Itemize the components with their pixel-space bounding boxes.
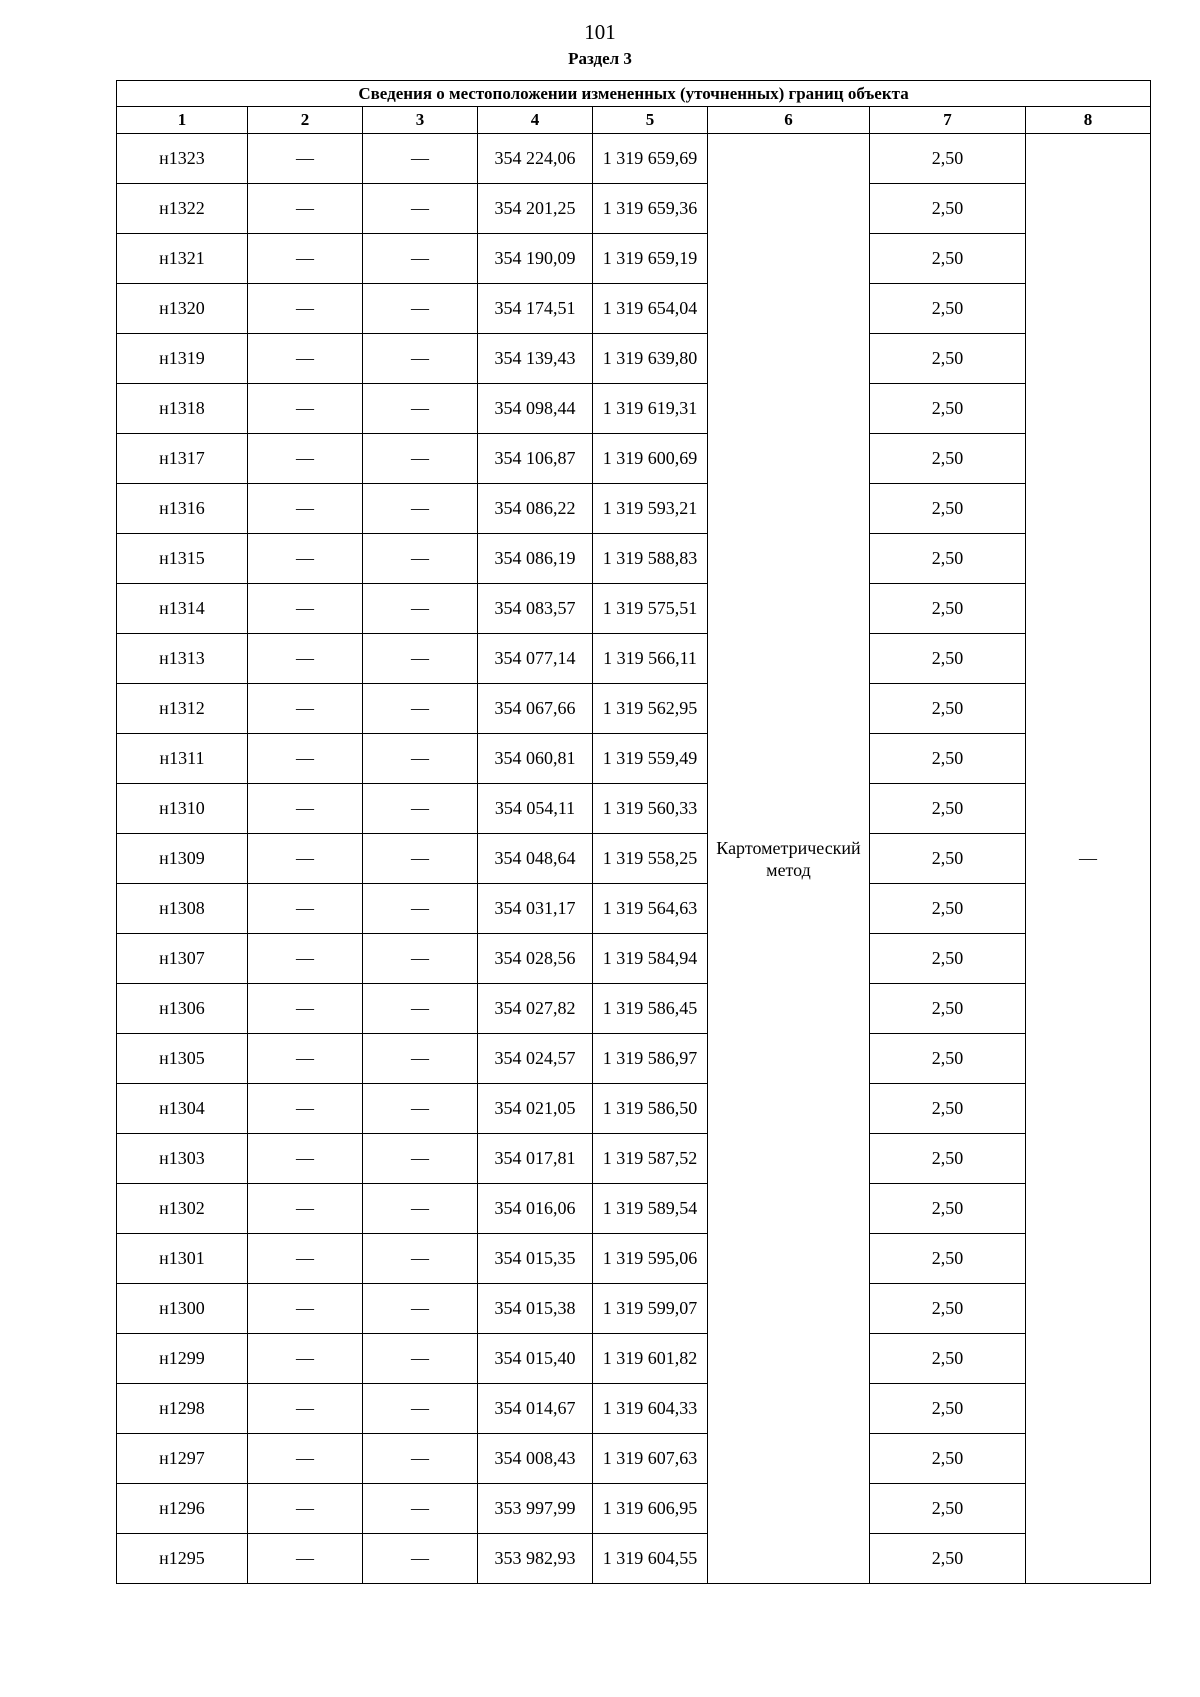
- point-name-cell: н1309: [117, 834, 248, 884]
- point-name-cell: н1303: [117, 1134, 248, 1184]
- y-coordinate-cell: 1 319 654,04: [593, 284, 708, 334]
- accuracy-cell: 2,50: [870, 1084, 1026, 1134]
- y-coordinate-cell: 1 319 659,69: [593, 134, 708, 184]
- column-2-cell: —: [248, 934, 363, 984]
- x-coordinate-cell: 354 017,81: [478, 1134, 593, 1184]
- column-3-cell: —: [363, 1484, 478, 1534]
- column-3-cell: —: [363, 584, 478, 634]
- x-coordinate-cell: 354 015,35: [478, 1234, 593, 1284]
- column-number: 3: [363, 107, 478, 134]
- column-3-cell: —: [363, 334, 478, 384]
- x-coordinate-cell: 354 028,56: [478, 934, 593, 984]
- column-number: 5: [593, 107, 708, 134]
- table-title: Сведения о местоположении измененных (уточненных) границ объекта: [117, 81, 1151, 107]
- accuracy-cell: 2,50: [870, 234, 1026, 284]
- column-2-cell: —: [248, 1234, 363, 1284]
- column-number: 6: [708, 107, 870, 134]
- accuracy-cell: 2,50: [870, 1234, 1026, 1284]
- y-coordinate-cell: 1 319 575,51: [593, 584, 708, 634]
- table-row: [117, 1084, 1151, 1134]
- column-3-cell: —: [363, 834, 478, 884]
- x-coordinate-cell: 354 031,17: [478, 884, 593, 934]
- point-name-cell: н1296: [117, 1484, 248, 1534]
- x-coordinate-cell: 354 201,25: [478, 184, 593, 234]
- column-2-cell: —: [248, 284, 363, 334]
- column-2-cell: —: [248, 884, 363, 934]
- point-name-cell: н1301: [117, 1234, 248, 1284]
- table-row: [117, 734, 1151, 784]
- column-2-cell: —: [248, 1184, 363, 1234]
- y-coordinate-cell: 1 319 604,33: [593, 1384, 708, 1434]
- accuracy-cell: 2,50: [870, 484, 1026, 534]
- point-name-cell: н1297: [117, 1434, 248, 1484]
- table-row: [117, 1334, 1151, 1384]
- table-row: [117, 1034, 1151, 1084]
- table-row: [117, 684, 1151, 734]
- column-number-row: [117, 107, 1151, 134]
- point-name-cell: н1317: [117, 434, 248, 484]
- point-name-cell: н1304: [117, 1084, 248, 1134]
- column-number: 8: [1026, 107, 1151, 134]
- accuracy-cell: 2,50: [870, 934, 1026, 984]
- column-3-cell: —: [363, 1384, 478, 1434]
- y-coordinate-cell: 1 319 584,94: [593, 934, 708, 984]
- y-coordinate-cell: 1 319 595,06: [593, 1234, 708, 1284]
- x-coordinate-cell: 354 014,67: [478, 1384, 593, 1434]
- column-2-cell: —: [248, 634, 363, 684]
- y-coordinate-cell: 1 319 593,21: [593, 484, 708, 534]
- column-2-cell: —: [248, 1034, 363, 1084]
- table-row: [117, 634, 1151, 684]
- accuracy-cell: 2,50: [870, 884, 1026, 934]
- point-name-cell: н1299: [117, 1334, 248, 1384]
- accuracy-cell: 2,50: [870, 684, 1026, 734]
- x-coordinate-cell: 354 098,44: [478, 384, 593, 434]
- accuracy-cell: 2,50: [870, 384, 1026, 434]
- column-3-cell: —: [363, 1134, 478, 1184]
- x-coordinate-cell: 354 054,11: [478, 784, 593, 834]
- column-2-cell: —: [248, 1134, 363, 1184]
- y-coordinate-cell: 1 319 560,33: [593, 784, 708, 834]
- column-3-cell: —: [363, 634, 478, 684]
- point-name-cell: н1308: [117, 884, 248, 934]
- column-number: 7: [870, 107, 1026, 134]
- accuracy-cell: 2,50: [870, 284, 1026, 334]
- column-3-cell: —: [363, 934, 478, 984]
- column-3-cell: —: [363, 184, 478, 234]
- x-coordinate-cell: 354 083,57: [478, 584, 593, 634]
- column-3-cell: —: [363, 484, 478, 534]
- column-2-cell: —: [248, 334, 363, 384]
- x-coordinate-cell: 354 015,40: [478, 1334, 593, 1384]
- y-coordinate-cell: 1 319 564,63: [593, 884, 708, 934]
- table-row: [117, 884, 1151, 934]
- column-3-cell: —: [363, 1284, 478, 1334]
- column-number: 2: [248, 107, 363, 134]
- x-coordinate-cell: 354 174,51: [478, 284, 593, 334]
- column-2-cell: —: [248, 434, 363, 484]
- x-coordinate-cell: 353 997,99: [478, 1484, 593, 1534]
- column-2-cell: —: [248, 1334, 363, 1384]
- column-2-cell: —: [248, 584, 363, 634]
- y-coordinate-cell: 1 319 601,82: [593, 1334, 708, 1384]
- y-coordinate-cell: 1 319 600,69: [593, 434, 708, 484]
- point-name-cell: н1321: [117, 234, 248, 284]
- point-name-cell: н1318: [117, 384, 248, 434]
- column-number: 4: [478, 107, 593, 134]
- accuracy-cell: 2,50: [870, 584, 1026, 634]
- column-2-cell: —: [248, 1484, 363, 1534]
- table-row: [117, 1534, 1151, 1584]
- column-3-cell: —: [363, 884, 478, 934]
- accuracy-cell: 2,50: [870, 1434, 1026, 1484]
- table-row: [117, 1434, 1151, 1484]
- point-name-cell: н1319: [117, 334, 248, 384]
- point-name-cell: н1322: [117, 184, 248, 234]
- table-row: [117, 284, 1151, 334]
- x-coordinate-cell: 354 139,43: [478, 334, 593, 384]
- section-title: Раздел 3: [568, 49, 632, 68]
- column-2-cell: —: [248, 784, 363, 834]
- accuracy-cell: 2,50: [870, 1484, 1026, 1534]
- column-2-cell: —: [248, 1434, 363, 1484]
- table-row: [117, 784, 1151, 834]
- column-3-cell: —: [363, 684, 478, 734]
- y-coordinate-cell: 1 319 586,45: [593, 984, 708, 1034]
- table-row: [117, 384, 1151, 434]
- y-coordinate-cell: 1 319 562,95: [593, 684, 708, 734]
- point-name-cell: н1298: [117, 1384, 248, 1434]
- table-row: [117, 334, 1151, 384]
- point-name-cell: н1310: [117, 784, 248, 834]
- column-2-cell: —: [248, 1384, 363, 1434]
- x-coordinate-cell: 354 086,22: [478, 484, 593, 534]
- y-coordinate-cell: 1 319 599,07: [593, 1284, 708, 1334]
- column-2-cell: —: [248, 1534, 363, 1584]
- accuracy-cell: 2,50: [870, 334, 1026, 384]
- column-2-cell: —: [248, 134, 363, 184]
- column-2-cell: —: [248, 684, 363, 734]
- x-coordinate-cell: 354 190,09: [478, 234, 593, 284]
- column-number: 1: [117, 107, 248, 134]
- x-coordinate-cell: 354 008,43: [478, 1434, 593, 1484]
- x-coordinate-cell: 354 048,64: [478, 834, 593, 884]
- boundary-coordinates-table: [116, 80, 1151, 1584]
- accuracy-cell: 2,50: [870, 534, 1026, 584]
- accuracy-cell: 2,50: [870, 1184, 1026, 1234]
- accuracy-cell: 2,50: [870, 184, 1026, 234]
- point-name-cell: н1320: [117, 284, 248, 334]
- y-coordinate-cell: 1 319 607,63: [593, 1434, 708, 1484]
- x-coordinate-cell: 353 982,93: [478, 1534, 593, 1584]
- x-coordinate-cell: 354 060,81: [478, 734, 593, 784]
- y-coordinate-cell: 1 319 659,19: [593, 234, 708, 284]
- column-3-cell: —: [363, 534, 478, 584]
- column-3-cell: —: [363, 734, 478, 784]
- column-3-cell: —: [363, 134, 478, 184]
- column-3-cell: —: [363, 984, 478, 1034]
- x-coordinate-cell: 354 086,19: [478, 534, 593, 584]
- column-2-cell: —: [248, 184, 363, 234]
- table-row: [117, 134, 1151, 184]
- table-row: [117, 1484, 1151, 1534]
- point-name-cell: н1315: [117, 534, 248, 584]
- table-row: [117, 534, 1151, 584]
- table-row: [117, 834, 1151, 884]
- x-coordinate-cell: 354 016,06: [478, 1184, 593, 1234]
- point-name-cell: н1312: [117, 684, 248, 734]
- column-3-cell: —: [363, 434, 478, 484]
- point-name-cell: н1314: [117, 584, 248, 634]
- column-3-cell: —: [363, 1084, 478, 1134]
- y-coordinate-cell: 1 319 659,36: [593, 184, 708, 234]
- y-coordinate-cell: 1 319 639,80: [593, 334, 708, 384]
- x-coordinate-cell: 354 077,14: [478, 634, 593, 684]
- column-3-cell: —: [363, 234, 478, 284]
- column-2-cell: —: [248, 484, 363, 534]
- x-coordinate-cell: 354 106,87: [478, 434, 593, 484]
- point-name-cell: н1305: [117, 1034, 248, 1084]
- column-3-cell: —: [363, 784, 478, 834]
- table-row: [117, 484, 1151, 534]
- column-8-cell: —: [1026, 134, 1151, 1584]
- accuracy-cell: 2,50: [870, 434, 1026, 484]
- column-3-cell: —: [363, 1034, 478, 1084]
- table-row: [117, 1134, 1151, 1184]
- y-coordinate-cell: 1 319 558,25: [593, 834, 708, 884]
- table-row: [117, 1284, 1151, 1334]
- column-3-cell: —: [363, 1334, 478, 1384]
- y-coordinate-cell: 1 319 619,31: [593, 384, 708, 434]
- x-coordinate-cell: 354 067,66: [478, 684, 593, 734]
- point-name-cell: н1307: [117, 934, 248, 984]
- column-3-cell: —: [363, 1534, 478, 1584]
- column-2-cell: —: [248, 1084, 363, 1134]
- table-row: [117, 984, 1151, 1034]
- y-coordinate-cell: 1 319 606,95: [593, 1484, 708, 1534]
- y-coordinate-cell: 1 319 588,83: [593, 534, 708, 584]
- y-coordinate-cell: 1 319 586,50: [593, 1084, 708, 1134]
- point-name-cell: н1316: [117, 484, 248, 534]
- accuracy-cell: 2,50: [870, 834, 1026, 884]
- column-2-cell: —: [248, 984, 363, 1034]
- point-name-cell: н1323: [117, 134, 248, 184]
- column-2-cell: —: [248, 734, 363, 784]
- table-row: [117, 234, 1151, 284]
- y-coordinate-cell: 1 319 566,11: [593, 634, 708, 684]
- x-coordinate-cell: 354 027,82: [478, 984, 593, 1034]
- point-name-cell: н1300: [117, 1284, 248, 1334]
- column-2-cell: —: [248, 384, 363, 434]
- table-row: [117, 934, 1151, 984]
- column-2-cell: —: [248, 234, 363, 284]
- point-name-cell: н1313: [117, 634, 248, 684]
- column-3-cell: —: [363, 1434, 478, 1484]
- column-3-cell: —: [363, 1234, 478, 1284]
- table-row: [117, 184, 1151, 234]
- column-3-cell: —: [363, 384, 478, 434]
- column-3-cell: —: [363, 284, 478, 334]
- column-2-cell: —: [248, 534, 363, 584]
- column-3-cell: —: [363, 1184, 478, 1234]
- accuracy-cell: 2,50: [870, 1034, 1026, 1084]
- y-coordinate-cell: 1 319 586,97: [593, 1034, 708, 1084]
- accuracy-cell: 2,50: [870, 134, 1026, 184]
- table-title-row: [117, 81, 1151, 107]
- y-coordinate-cell: 1 319 589,54: [593, 1184, 708, 1234]
- table-row: [117, 1384, 1151, 1434]
- x-coordinate-cell: 354 024,57: [478, 1034, 593, 1084]
- accuracy-cell: 2,50: [870, 1284, 1026, 1334]
- method-cell: Картометрический метод: [708, 134, 870, 1584]
- y-coordinate-cell: 1 319 587,52: [593, 1134, 708, 1184]
- x-coordinate-cell: 354 021,05: [478, 1084, 593, 1134]
- accuracy-cell: 2,50: [870, 734, 1026, 784]
- page-number: 101: [584, 20, 616, 44]
- column-2-cell: —: [248, 1284, 363, 1334]
- table-row: [117, 584, 1151, 634]
- accuracy-cell: 2,50: [870, 1334, 1026, 1384]
- point-name-cell: н1306: [117, 984, 248, 1034]
- point-name-cell: н1302: [117, 1184, 248, 1234]
- table-row: [117, 434, 1151, 484]
- y-coordinate-cell: 1 319 604,55: [593, 1534, 708, 1584]
- y-coordinate-cell: 1 319 559,49: [593, 734, 708, 784]
- point-name-cell: н1295: [117, 1534, 248, 1584]
- point-name-cell: н1311: [117, 734, 248, 784]
- column-2-cell: —: [248, 834, 363, 884]
- accuracy-cell: 2,50: [870, 1384, 1026, 1434]
- accuracy-cell: 2,50: [870, 784, 1026, 834]
- table-row: [117, 1234, 1151, 1284]
- table-row: [117, 1184, 1151, 1234]
- accuracy-cell: 2,50: [870, 1534, 1026, 1584]
- table-body: [117, 134, 1151, 1584]
- x-coordinate-cell: 354 224,06: [478, 134, 593, 184]
- x-coordinate-cell: 354 015,38: [478, 1284, 593, 1334]
- accuracy-cell: 2,50: [870, 984, 1026, 1034]
- accuracy-cell: 2,50: [870, 634, 1026, 684]
- accuracy-cell: 2,50: [870, 1134, 1026, 1184]
